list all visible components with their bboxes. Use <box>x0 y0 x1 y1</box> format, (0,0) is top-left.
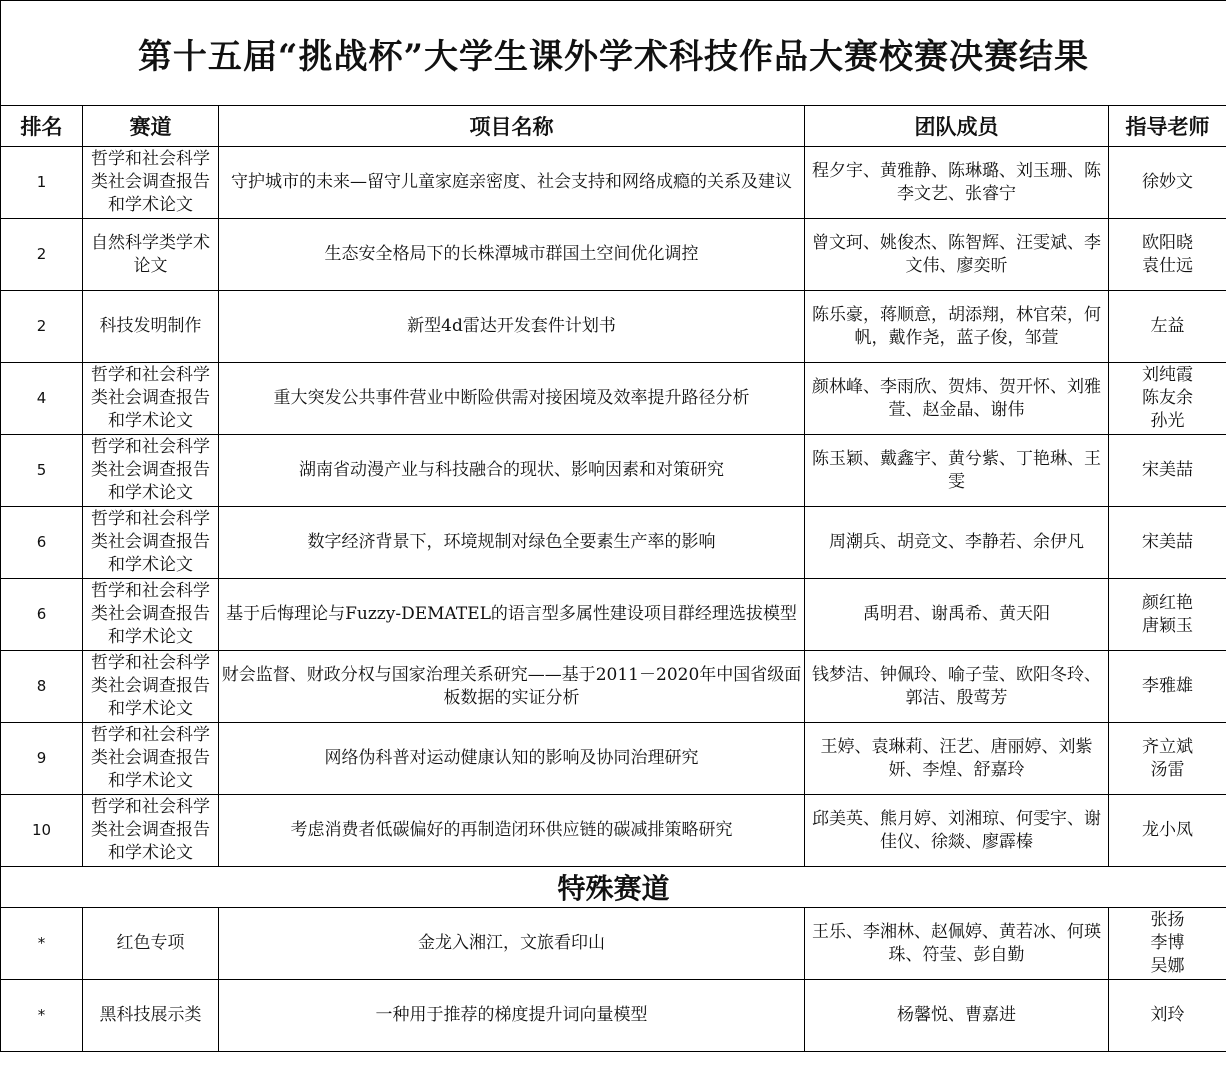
track-cell: 哲学和社会科学类社会调查报告和学术论文 <box>83 723 219 795</box>
advisor-cell: 欧阳晓 袁仕远 <box>1109 219 1226 291</box>
members-cell: 钱梦洁、钟佩玲、喻子莹、欧阳冬玲、郭洁、殷莺芳 <box>805 651 1109 723</box>
rank-cell: 2 <box>1 291 83 363</box>
rank-cell: * <box>1 908 83 980</box>
table-row <box>1 219 1226 291</box>
members-cell: 禹明君、谢禹希、黄天阳 <box>805 579 1109 651</box>
header-rank: 排名 <box>1 106 83 147</box>
special-section-title: 特殊赛道 <box>1 867 1226 908</box>
title-row <box>1 1 1226 106</box>
project-cell: 数字经济背景下，环境规制对绿色全要素生产率的影响 <box>219 507 805 579</box>
advisor-cell: 张扬 李博 吴娜 <box>1109 908 1226 980</box>
track-cell: 黑科技展示类 <box>83 980 219 1052</box>
project-cell: 财会监督、财政分权与国家治理关系研究——基于2011－2020年中国省级面板数据的实证分析 <box>219 651 805 723</box>
track-cell: 哲学和社会科学类社会调查报告和学术论文 <box>83 435 219 507</box>
project-cell: 网络伪科普对运动健康认知的影响及协同治理研究 <box>219 723 805 795</box>
table-row <box>1 363 1226 435</box>
advisor-cell: 刘纯霞 陈友余 孙光 <box>1109 363 1226 435</box>
rank-cell: * <box>1 980 83 1052</box>
track-cell: 哲学和社会科学类社会调查报告和学术论文 <box>83 795 219 867</box>
advisor-cell: 颜红艳 唐颖玉 <box>1109 579 1226 651</box>
project-cell: 新型4d雷达开发套件计划书 <box>219 291 805 363</box>
project-cell: 金龙入湘江，文旅看印山 <box>219 908 805 980</box>
table-row <box>1 651 1226 723</box>
rank-cell: 9 <box>1 723 83 795</box>
members-cell: 杨馨悦、曹嘉进 <box>805 980 1109 1052</box>
table-row <box>1 435 1226 507</box>
track-cell: 红色专项 <box>83 908 219 980</box>
header-members: 团队成员 <box>805 106 1109 147</box>
members-cell: 王婷、袁琳莉、汪艺、唐丽婷、刘紫妍、李煌、舒嘉玲 <box>805 723 1109 795</box>
header-advisor: 指导老师 <box>1109 106 1226 147</box>
table-row <box>1 723 1226 795</box>
table-row <box>1 908 1226 980</box>
members-cell: 程夕宇、黄雅静、陈琳璐、刘玉珊、陈李文艺、张睿宁 <box>805 147 1109 219</box>
rank-cell: 1 <box>1 147 83 219</box>
advisor-cell: 刘玲 <box>1109 980 1226 1052</box>
project-cell: 基于后悔理论与Fuzzy-DEMATEL的语言型多属性建设项目群经理选拔模型 <box>219 579 805 651</box>
project-cell: 一种用于推荐的梯度提升词向量模型 <box>219 980 805 1052</box>
members-cell: 邱美英、熊月婷、刘湘琼、何雯宇、谢佳仪、徐燚、廖霹榛 <box>805 795 1109 867</box>
members-cell: 颜林峰、李雨欣、贺炜、贺开怀、刘雅萱、赵金晶、谢伟 <box>805 363 1109 435</box>
project-cell: 生态安全格局下的长株潭城市群国土空间优化调控 <box>219 219 805 291</box>
advisor-cell: 宋美喆 <box>1109 435 1226 507</box>
advisor-cell: 李雅雄 <box>1109 651 1226 723</box>
header-project: 项目名称 <box>219 106 805 147</box>
rank-cell: 10 <box>1 795 83 867</box>
advisor-cell: 左益 <box>1109 291 1226 363</box>
table-row <box>1 507 1226 579</box>
track-cell: 哲学和社会科学类社会调查报告和学术论文 <box>83 579 219 651</box>
rank-cell: 8 <box>1 651 83 723</box>
project-cell: 湖南省动漫产业与科技融合的现状、影响因素和对策研究 <box>219 435 805 507</box>
header-track: 赛道 <box>83 106 219 147</box>
members-cell: 陈玉颖、戴鑫宇、黄兮紫、丁艳琳、王雯 <box>805 435 1109 507</box>
track-cell: 哲学和社会科学类社会调查报告和学术论文 <box>83 651 219 723</box>
project-cell: 重大突发公共事件营业中断险供需对接困境及效率提升路径分析 <box>219 363 805 435</box>
members-cell: 曾文珂、姚俊杰、陈智辉、汪雯斌、李文伟、廖奕昕 <box>805 219 1109 291</box>
table-row <box>1 980 1226 1052</box>
advisor-cell: 宋美喆 <box>1109 507 1226 579</box>
advisor-cell: 徐妙文 <box>1109 147 1226 219</box>
members-cell: 陈乐豪，蒋顺意，胡添翔，林官荣，何帆，戴作尧，蓝子俊，邹萱 <box>805 291 1109 363</box>
table-row <box>1 579 1226 651</box>
rank-cell: 6 <box>1 507 83 579</box>
advisor-cell: 齐立斌 汤雷 <box>1109 723 1226 795</box>
project-cell: 守护城市的未来—留守儿童家庭亲密度、社会支持和网络成瘾的关系及建议 <box>219 147 805 219</box>
track-cell: 科技发明制作 <box>83 291 219 363</box>
project-cell: 考虑消费者低碳偏好的再制造闭环供应链的碳减排策略研究 <box>219 795 805 867</box>
track-cell: 哲学和社会科学类社会调查报告和学术论文 <box>83 507 219 579</box>
header-row <box>1 106 1226 147</box>
page-title: 第十五届“挑战杯”大学生课外学术科技作品大赛校赛决赛结果 <box>1 1 1226 106</box>
advisor-cell: 龙小凤 <box>1109 795 1226 867</box>
rank-cell: 4 <box>1 363 83 435</box>
rank-cell: 5 <box>1 435 83 507</box>
members-cell: 王乐、李湘林、赵佩婷、黄若冰、何瑛珠、符莹、彭自勤 <box>805 908 1109 980</box>
members-cell: 周潮兵、胡竞文、李静若、余伊凡 <box>805 507 1109 579</box>
table-row <box>1 147 1226 219</box>
table-row <box>1 291 1226 363</box>
rank-cell: 2 <box>1 219 83 291</box>
track-cell: 自然科学类学术论文 <box>83 219 219 291</box>
track-cell: 哲学和社会科学类社会调查报告和学术论文 <box>83 363 219 435</box>
track-cell: 哲学和社会科学类社会调查报告和学术论文 <box>83 147 219 219</box>
rank-cell: 6 <box>1 579 83 651</box>
section-row <box>1 867 1226 908</box>
table-row <box>1 795 1226 867</box>
